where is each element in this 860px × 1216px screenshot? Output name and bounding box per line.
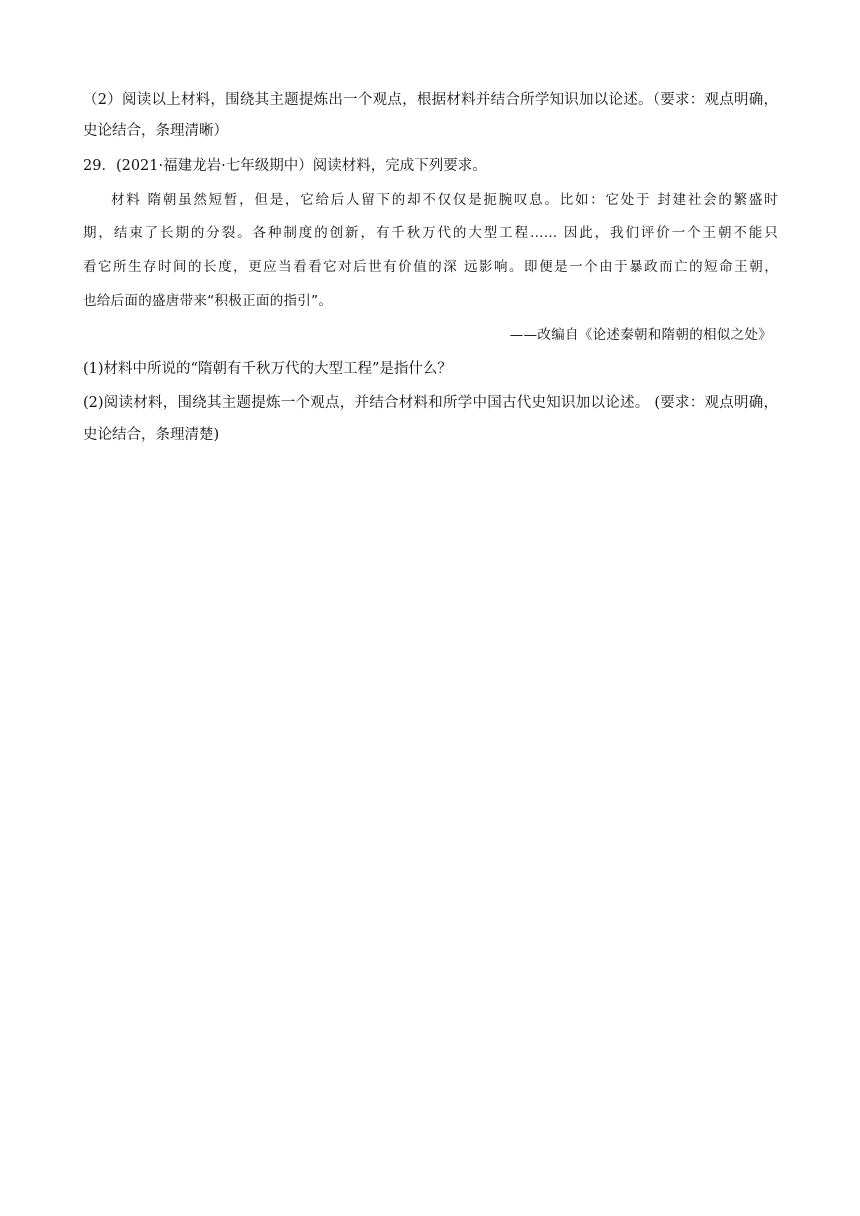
q29-material-line3: 看它所生存时间的长度，更应当看看它对后世有价值的深 远影响。即便是一个由于暴政而亡的短命王朝， [83, 259, 778, 275]
q29-material-line1: 材料 隋朝虽然短暂，但是，它给后人留下的却不仅仅是扼腕叹息。比如：它处于 封建社会的繁盛时 [111, 192, 778, 208]
q29-material-line2: 期，结束了长期的分裂。各种制度的创新，有千秋万代的大型工程…… 因此，我们评价一个王朝不能只 [83, 225, 778, 241]
q28-part2-line1: （2）阅读以上材料，围绕其主题提炼出一个观点，根据材料并结合所学知识加以论述。（要求：观点明确， [83, 92, 778, 108]
q29-source: ——改编自《论述秦朝和隋朝的相似之处》 [509, 327, 772, 343]
q29-question2-line1: (2)阅读材料，围绕其主题提炼一个观点，并结合材料和所学中国古代史知识加以论述。 (要求：观点明确， [83, 395, 778, 411]
q29-question2-line2: 史论结合，条理清楚) [83, 427, 220, 443]
q28-part2-line2: 史论结合，条理清晰） [83, 123, 228, 139]
q29-header: 29．(2021·福建龙岩·七年级期中）阅读材料，完成下列要求。 [83, 158, 487, 174]
q29-question1: (1)材料中所说的“隋朝有千秋万代的大型工程”是指什么？ [83, 361, 452, 377]
q29-material-line4: 也给后面的盛唐带来“积极正面的指引”。 [83, 293, 333, 309]
